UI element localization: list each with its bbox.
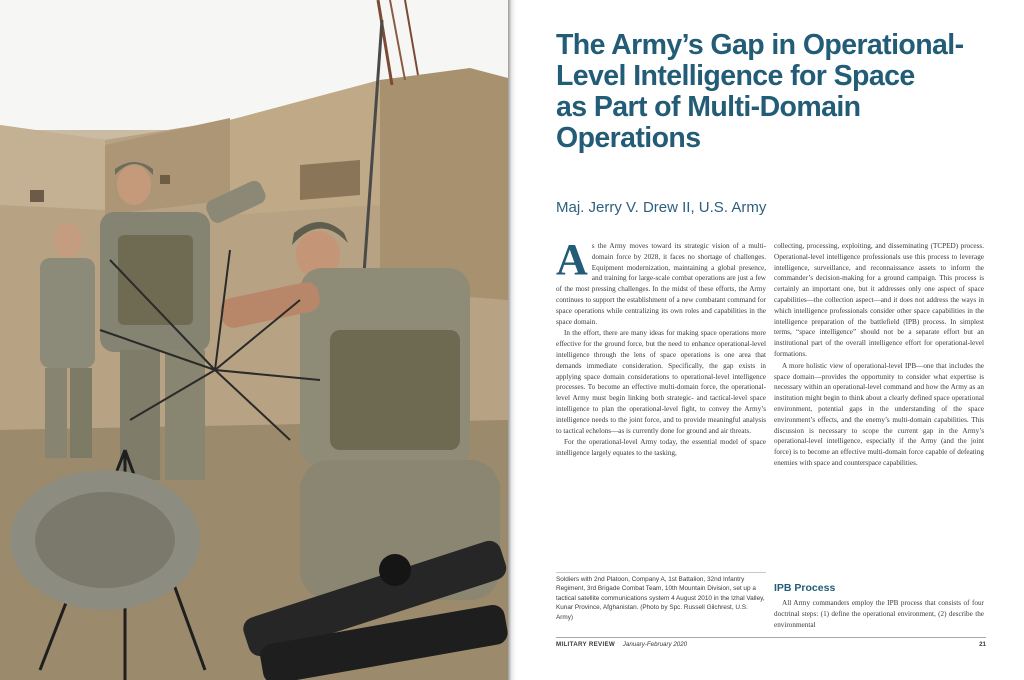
body-paragraph: A more holistic view of operational-level IPB—one that includes the space domain—provides the opportunity to consider what expertise is necessary within an operational-level command and how the Army as an institution might begin to think about a clearly defined space operational environment, potential gaps in the understanding of the space environment’s effects, and the enemy’s multi-domain capabilities. This discussion is necessary to scope the current gap in the Army’s operational-level intelligence, especially if the Army (and the joint force) is to become an effective multi-domain force capable of defeating enemies with space and counterspace capabilities. [774,361,984,467]
section-heading: IPB Process [774,582,836,594]
drop-cap: A [556,241,588,284]
body-paragraph: All Army commanders employ the IPB process that consists of four doctrinal steps: (1) define the operational environment, (2) describe the environmental [774,599,984,629]
body-paragraph: collecting, processing, exploiting, and disseminating (TCPED) process. Operational-level intelligence professionals use this process to leverage intelligence, surveillance, and reconnaissance assets to inform the commander’s decision-making for a ground campaign. This process is certainly an important one, but it addresses only one aspect of space capabilities—the collection aspect—and it does not address the ways in which intelligence professionals consider other space capabilities in the intelligence preparation of the battlefield (IPB) process. In simplest terms, “space intelligence” should not be a separate effort but an institutional part of the overall intelligence effort for operational-level formations. [774,242,984,358]
body-paragraph: For the operational-level Army today, the essential model of space intelligence largely equates to the tasking, [556,438,766,458]
article-photo [0,0,508,680]
title-line: Operations [556,122,701,154]
caption-divider [556,572,766,573]
soldiers-satellite-photo [0,0,508,680]
page-footer [556,641,986,655]
author-byline: Maj. Jerry V. Drew II, U.S. Army [556,199,767,216]
issue-date: January-February 2020 [622,641,688,648]
page-number: 21 [979,641,986,648]
title-line: The Army’s Gap in Operational- [556,29,964,61]
body-paragraph: s the Army moves toward its strategic vision of a multi-domain force by 2028, it faces no shortage of challenges. Equipment modernization, maintaining a global presence, and training for large-scale combat operations are just a few of the most pressing challenges. In the midst of these efforts, the Army continues to support the establishment of a new combatant command for space operations while centralizing its own roles and capabilities in the space domain. [556,242,766,326]
photo-caption: Soldiers with 2nd Platoon, Company A, 1st Battalion, 32nd Infantry Regiment, 3rd Brigade Combat Team, 10th Mountain Division, set up a tactical satellite communications system 4 August 2010 in the Izhal Valley, Kunar Province, Afghanistan. (Photo by Spc. Russell Gilchrest, U.S. Army) [556,576,765,621]
body-paragraph: In the effort, there are many ideas for making space operations more effective for the ground force, but the need to enhance operational-level intelligence through the lens of space operations is one area that demands immediate consideration. Specifically, the gap exists in applying space domain considerations to operational-level intelligence processes. To become an effective multi-domain force, the operational-level Army must begin linking both strategic- and tactical-level space intelligence to plan the operational-level fight, to convey the Army’s intelligence needs to the joint force, and to provide meaningful analysis to tactical echelons—as is currently done for ground and air threats. [556,329,766,435]
article-title [556,30,1006,154]
page-spine [508,0,516,680]
article-page [516,0,1024,680]
body-column-left [556,241,766,571]
footer-divider [556,637,986,638]
body-column-right [774,241,984,637]
magazine-name: MILITARY REVIEW [556,641,616,648]
title-line: as Part of Multi-Domain [556,91,861,123]
section-body [774,598,984,630]
title-line: Level Intelligence for Space [556,60,915,92]
